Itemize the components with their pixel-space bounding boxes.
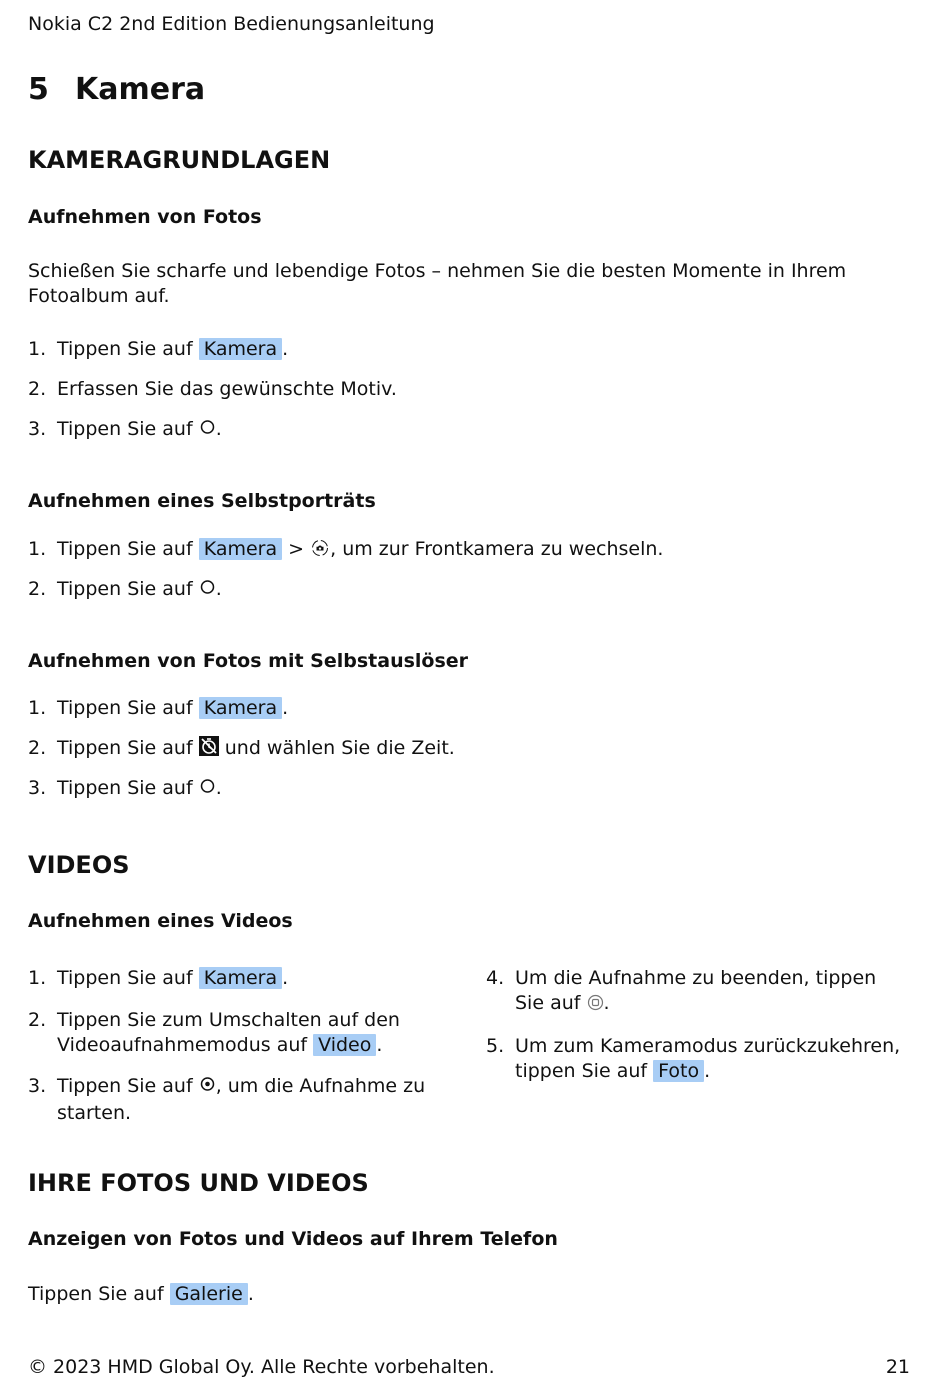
step-text: Tippen Sie auf [57, 697, 193, 719]
step-text: Um zum Kameramodus zurückzukehren, tippen Sie auf [515, 1035, 901, 1082]
step-text-end: . [215, 418, 222, 440]
shutter-circle-icon [199, 778, 216, 803]
chapter-name: Kamera [75, 72, 206, 107]
list-item [28, 1008, 453, 1058]
subheading-selfie: Aufnehmen eines Selbstporträts [28, 490, 376, 512]
step-text-end: . [603, 992, 610, 1014]
shutter-circle-icon [199, 579, 216, 604]
intro-paragraph: Schießen Sie scharfe und lebendige Fotos – nehmen Sie die besten Momente in Ihrem Fotoalbum auf. [28, 260, 847, 307]
step-text: Tippen Sie auf [57, 418, 193, 440]
running-header: Nokia C2 2nd Edition Bedienungsanleitung [28, 13, 435, 35]
step-number: 3. [28, 1075, 47, 1097]
footer-copyright: © 2023 HMD Global Oy. Alle Rechte vorbehalten. [28, 1356, 495, 1378]
step-text: Tippen Sie auf [57, 737, 193, 759]
subheading-taking-photos: Aufnehmen von Fotos [28, 206, 262, 228]
step-text-end: . [215, 777, 222, 799]
timer-icon [199, 736, 219, 763]
step-text-end: . [215, 578, 222, 600]
ui-label-kamera: Kamera [199, 338, 282, 360]
step-text-end: , um zur Frontkamera zu wechseln. [330, 538, 664, 560]
page-number: 21 [885, 1356, 910, 1378]
step-text: Um die Aufnahme zu beenden, tippen Sie auf [515, 967, 877, 1014]
list-item [486, 966, 911, 1018]
list-item [28, 417, 222, 444]
step-number: 2. [28, 1009, 47, 1031]
step-number: 3. [28, 777, 47, 799]
list-item [28, 736, 455, 763]
instruction-text: Tippen Sie auf [28, 1283, 164, 1305]
step-text-end: . [282, 697, 289, 719]
list-item [28, 337, 288, 362]
chapter-number: 5 [28, 72, 49, 107]
list-item [28, 696, 288, 721]
step-text: Erfassen Sie das gewünschte Motiv. [57, 378, 397, 400]
list-item [28, 577, 222, 604]
instruction-text-end: . [247, 1283, 254, 1305]
shutter-circle-icon [199, 419, 216, 444]
step-text: Tippen Sie zum Umschalten auf den Videoaufnahmemodus auf [57, 1009, 400, 1056]
step-number: 3. [28, 418, 47, 440]
section-heading-your-photos-videos: IHRE FOTOS UND VIDEOS [28, 1169, 369, 1197]
ui-label-kamera: Kamera [199, 967, 282, 989]
step-text: Tippen Sie auf [57, 967, 193, 989]
stop-icon [587, 993, 604, 1018]
subheading-record-video: Aufnehmen eines Videos [28, 910, 293, 932]
list-item [28, 537, 663, 564]
step-text: Tippen Sie auf [57, 1075, 193, 1097]
step-number: 1. [28, 697, 47, 719]
step-text-end: . [282, 967, 289, 989]
record-icon [199, 1076, 216, 1101]
list-item [486, 1034, 911, 1084]
step-number: 1. [28, 538, 47, 560]
switch-camera-icon [310, 539, 330, 564]
menu-separator: > [288, 538, 305, 560]
step-number: 2. [28, 578, 47, 600]
step-text: Tippen Sie auf [57, 538, 193, 560]
step-text-end: und wählen Sie die Zeit. [224, 737, 455, 759]
step-number: 1. [28, 338, 47, 360]
ui-label-kamera: Kamera [199, 538, 282, 560]
step-text-end: . [282, 338, 289, 360]
step-text: Tippen Sie auf [57, 777, 193, 799]
step-number: 5. [486, 1035, 505, 1057]
step-number: 2. [28, 737, 47, 759]
ui-label-galerie: Galerie [170, 1283, 248, 1305]
subheading-view-photos: Anzeigen von Fotos und Videos auf Ihrem Telefon [28, 1228, 558, 1250]
step-number: 2. [28, 378, 47, 400]
ui-label-foto: Foto [653, 1060, 704, 1082]
list-item [28, 966, 453, 991]
gallery-instruction [28, 1282, 888, 1307]
step-number: 1. [28, 967, 47, 989]
step-text: Tippen Sie auf [57, 578, 193, 600]
section-heading-videos: VIDEOS [28, 851, 130, 879]
step-text-end: . [376, 1034, 383, 1056]
list-item [28, 1074, 453, 1126]
step-text: Tippen Sie auf [57, 338, 193, 360]
list-item [28, 377, 397, 402]
section-heading-camera-basics: KAMERAGRUNDLAGEN [28, 146, 331, 174]
ui-label-video: Video [313, 1034, 376, 1056]
chapter-title [28, 72, 205, 107]
step-text-end: , um die Aufnahme zu starten. [57, 1075, 426, 1124]
step-number: 4. [486, 967, 505, 989]
list-item [28, 776, 222, 803]
subheading-self-timer: Aufnehmen von Fotos mit Selbstauslöser [28, 650, 469, 672]
step-text-end: . [704, 1060, 711, 1082]
ui-label-kamera: Kamera [199, 697, 282, 719]
